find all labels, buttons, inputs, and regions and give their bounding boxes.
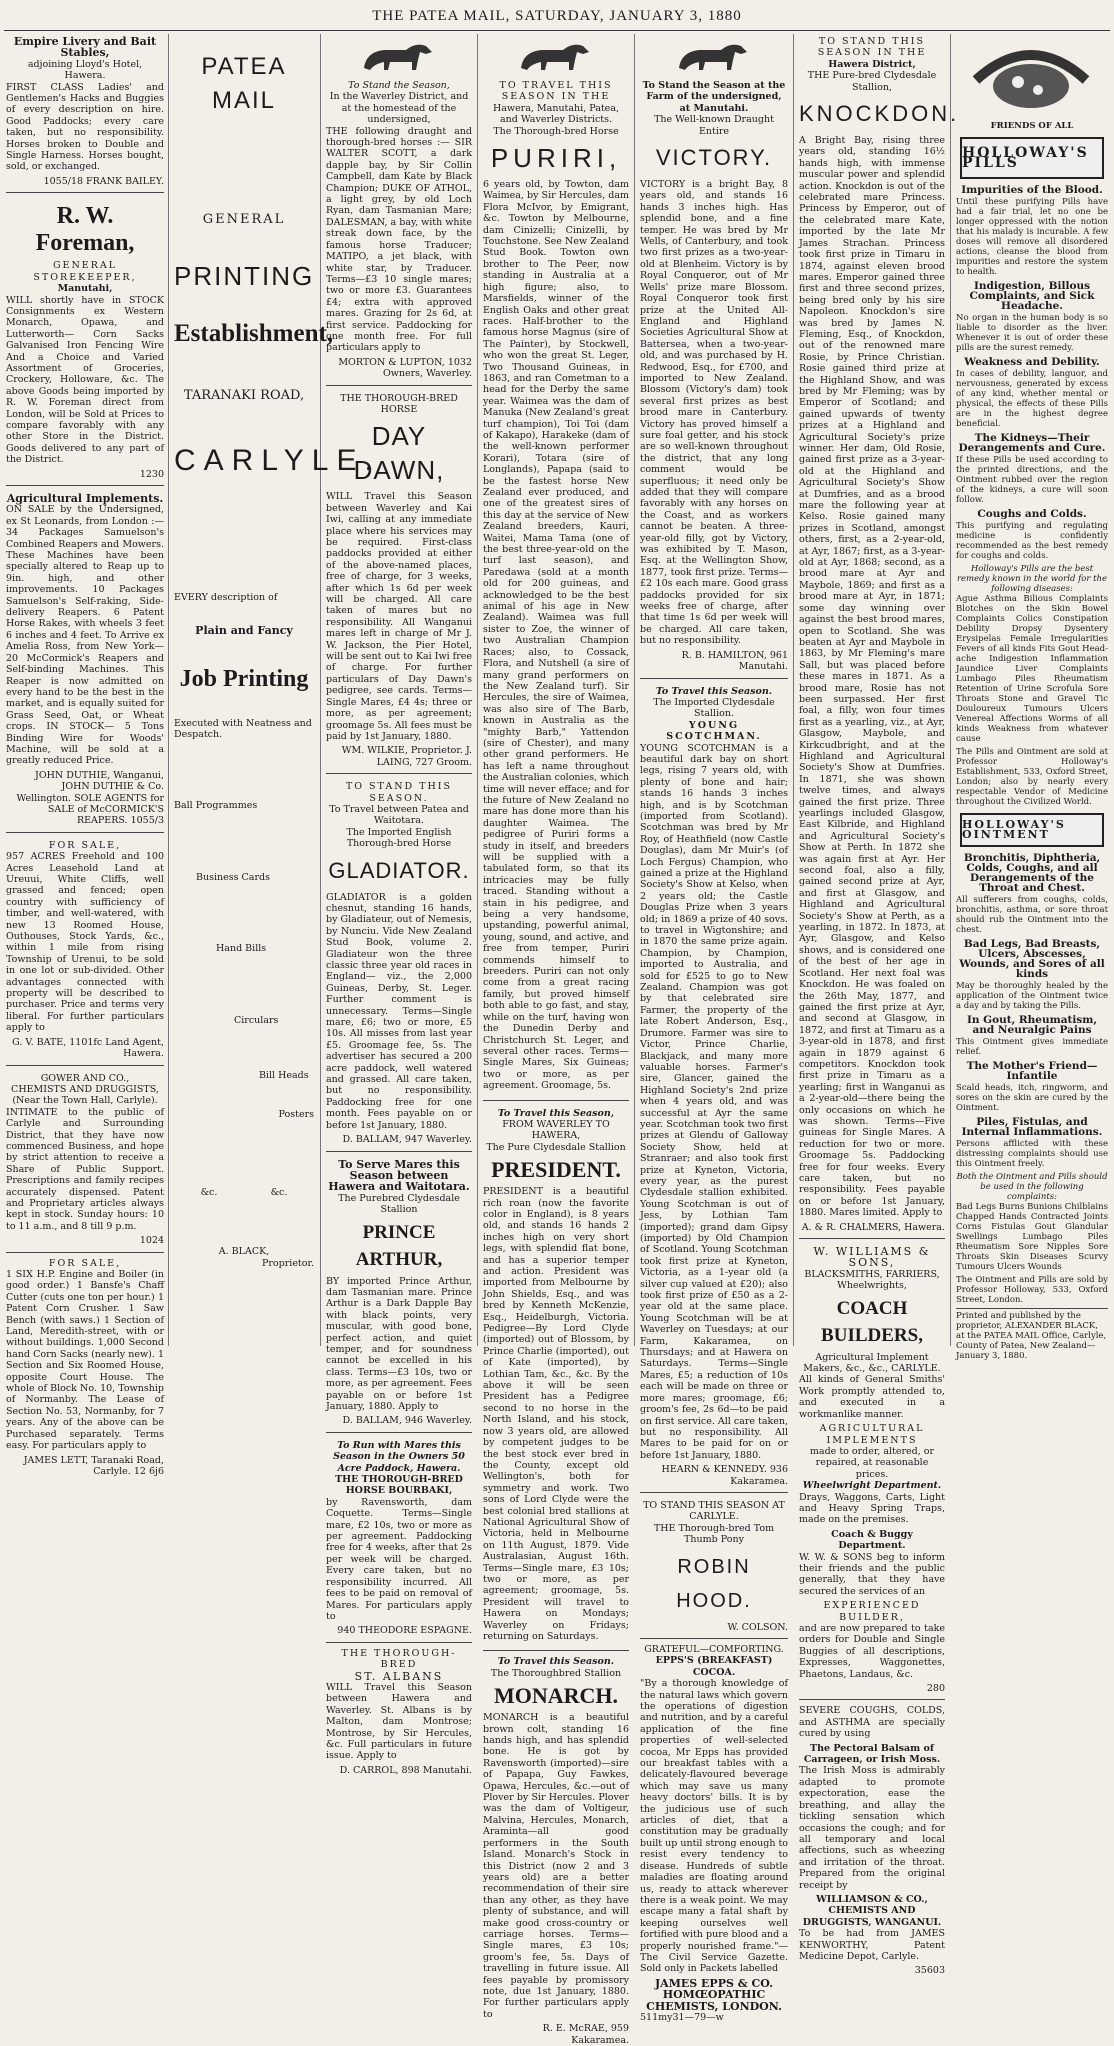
bourbaki-ad <box>326 1438 472 1643</box>
williams-coach: Coach & Buggy Department. <box>831 1528 913 1552</box>
column-6 <box>799 34 960 1977</box>
holloway-b10: Scald heads, itch, ringworm, and sores on the skin are cured by the Ointment. <box>956 1083 1108 1113</box>
cough-ad <box>799 1705 945 1976</box>
victory-sign: R. B. HAMILTON, 961 Manutahi. <box>681 649 788 673</box>
williams-coach-body: W. W. & SONS beg to inform their friends and the public generally, that they have secured the services of an <box>799 1551 945 1597</box>
holloway-b2: No organ in the human body is so liable to disorder as the liver. Whenever it is out of order these pills are the surest remedy. <box>956 313 1108 353</box>
cough-tail: To be had from JAMES KENWORTHY, Patent Medicine Depot, Carlyle. <box>799 1928 945 1962</box>
epps-title: EPPS'S (BREAKFAST) COCOA. <box>655 1655 773 1678</box>
gower-title: GOWER AND CO., <box>40 1072 130 1084</box>
holloway-list2: Bad Legs Burns Bunions Chilblains Chapped Hands Contracted Joints Corns Fistulas Gout Glandular Swellings Lumbago Piles Rheumatism Sore Nipples Sore Throats Skin Diseases Scurvy Tumours Ulcers Wounds <box>956 1202 1108 1272</box>
williams-wheelwright: Wheelwright Department. <box>802 1480 942 1492</box>
puriri-subtitle2: The Thorough-bred Horse <box>493 125 619 137</box>
holloway-b7: All sufferers from coughs, colds, bronchitis, asthma, or sore throat should rub the Ointment into the chest. <box>956 895 1108 935</box>
holloway-b4: If these Pills be used according to the printed directions, and the Ointment rubbed over the region of the kidneys, a cure will soon follow. <box>956 455 1108 505</box>
stalbans-ad <box>326 1648 472 1776</box>
bourbaki-sign: 940 THEODORE ESPAGNE. <box>337 1625 472 1637</box>
holloway-b9: This Ointment gives immediate relief. <box>956 1037 1108 1057</box>
sale-title: FOR SALE, <box>48 839 122 851</box>
puriri-subtitle: Hawera, Manutahi, Patea, and Waverley Districts. <box>492 102 619 126</box>
puriri-heading: TO TRAVEL THIS SEASON IN THE <box>499 80 613 103</box>
walter-heading: To Stand the Season, <box>348 80 450 91</box>
puriri-title: PURIRI, <box>490 143 622 174</box>
gower-address: (Near the Town Hall, Carlyle). <box>12 1095 158 1107</box>
arthur-heading: To Serve Mares this Season between Hawera and Waitotara. <box>328 1157 470 1194</box>
victory-heading: To Stand the Season at the Farm of the undersigned, at Manutahi. <box>642 80 786 114</box>
daydawn-ad <box>326 391 472 775</box>
printing-word: PRINTING <box>174 261 315 292</box>
president-subtitle2: The Pure Clydesdale Stallion <box>486 1141 626 1153</box>
gower-ad <box>6 1071 164 1253</box>
holloway-b3: In cases of debility, languor, and nervousness, generated by excess of any kind, whether mental or physical, the effects of these Pills are in the highest degree beneficial. <box>956 369 1108 429</box>
president-subtitle: FROM WAVERLEY TO HAWERA, <box>502 1118 610 1142</box>
gower-number: 1024 <box>139 1235 164 1247</box>
epps-sign: JAMES EPPS & CO. HOMŒOPATHIC CHEMISTS, LONDON. <box>646 1976 782 2013</box>
bourbaki-heading: To Run with Mares this Season in the Owners 50 Acre Paddock, Hawera. <box>333 1439 465 1474</box>
knockdon-body: A Bright Bay, rising three years old, standing 16½ hands high, with immense muscular power and splendid action. Knockdon is out of the celebrated mare Princess. Princess by Emperor, out of the celebrated mare Kate, imported by the late Mr James Strachan. Princess took first prize in Timaru in 1874, against eleven brood mares. Emperor gained three first and three second prizes, being bred only by his sire Napoleon. Knockdon's sire was bred by James N. Fleming, Esq., of Knockdon, out of the renowned mare Rosie, by Prince Christian. Rosie gained third prize at the Highland Show, and was bred by Mr Fleming; was by Emperor of Scotland; and gained upwards of twenty prizes at a Highland and Agricultural Society's prize winner. Her dam, Old Rosie, gained first prize as a 3-year-old at the Highland and Agricultural Society's Show at Dumfries, and as a brood mare the following year at Kelso. Rosie gained many prizes in Scotland, amongst others, first, as a 2-year-old, at Ayr, 1867; first, as a 3-year-old at Ayr, 1868; second, as a brood mare at Ayr and Maybole, 1869; and first as a brood mare at Ayr, in 1871; some day winning over against the best brood mares, open to Scotland. She was beaten at Ayr and Maybole in 1863, by Mr Fleming's mare Sall, but was placed before these mares in 1871. As a brood mare, Rosie has not been surpassed. Her first foal, a filly, won four times first as a yearling, viz., at Ayr, Glasgow, Maybole, and Kirkcudbright, and at the Highland and Agricultural Society's Show at Dumfries. In 1871, she was shown twelve times, and always gained the first prize. Three yearlings included Glasgow, East Kilbride, and Highland and Agricultural Society's Show at Perth. In 1872 she was again first at Ayr. Her second foal, also a filly, gained second prize at Ayr, and first at Glasgow, and Highland and Agricultural Society's Show at Perth, as a yearling, in 1872. In 1873, at Ayr, Glasgow, and Kelso shows, and is considered one of the best of her age in Scotland. Her next foal was Knockdon. He was foaled on the 26th May, 1877, and gained the first prize at Ayr, and second at Glasgow, in 1872, and first at Timaru as a 3-year-old in 1878, and first again in 1879 against 6 competitors. Knockdon took first prize in Timaru as a yearling; first in Wanganui as a 2-year-old—there being the only occasions on which he was shown. Terms—Five guineas for Single Mares. A reduction for two or more. Groomage 5s. Paddocking free for four weeks. Every care taken, but no responsibility. Fees payable on or before 1st January, 1880. Mares limited. Apply to <box>799 135 945 1219</box>
column-5 <box>640 34 788 2023</box>
masthead: THE PATEA MAIL, SATURDAY, JANUARY 3, 1880 <box>372 8 742 24</box>
cough-product: The Pectoral Balsam of Carrageen, or Irish Moss. <box>803 1742 941 1766</box>
robin-title: ROBIN HOOD. <box>676 1555 752 1612</box>
monarch-sign: R. E. McRAE, 959 Kakaramea. <box>542 2023 629 2046</box>
robin-heading: TO STAND THIS SEASON AT CARLYLE. <box>643 1499 785 1523</box>
walter-ad <box>326 34 472 386</box>
williams-builder: EXPERIENCED BUILDER, <box>823 1600 921 1623</box>
establishment-word: Establishment, <box>174 320 334 348</box>
stalbans-title: ST. ALBANS <box>354 1669 444 1683</box>
holloway-pills-banner: HOLLOWAY'S PILLS <box>960 137 1104 179</box>
puriri-ad <box>483 34 629 1101</box>
williams-wheelwright-body: Drays, Waggons, Carts, Light and Heavy Spring Traps, made on the premises. <box>799 1491 945 1526</box>
young-subtitle: The Imported Clydesdale Stallion. <box>653 696 775 720</box>
arthur-title: PRINCE ARTHUR, <box>355 1221 443 1270</box>
horse-icon <box>669 38 759 78</box>
gower-subtitle: CHEMISTS AND DRUGGISTS, <box>11 1083 159 1095</box>
sale-sign: G. V. BATE, 1101fc Land Agent, Hawera. <box>12 1036 164 1060</box>
bourbaki-body: by Ravensworth, dam Coquette. Terms—Single mare, £2 10s, two or more as per agreement. Paddocking free for 4 weeks, after that 2s per week will be charged. Every care taken, but no responsibility incurred. All fees to be paid on removal of Mares. For particulars apply to <box>326 1496 472 1622</box>
column-4 <box>483 34 629 2046</box>
livery-ad <box>6 34 164 193</box>
president-body: PRESIDENT is a beautiful rich roan (now the favorite color in England), is 8 years old, and stands 16 hands 2 inches high on very short legs, with splendid flat bone, and has a superior temper and action. President was imported from Melbourne by John Shields, Esq., and was bred by Kenneth McKenzie, Esq., Heidelburgh, Victoria. Pedigree—By Lord Clyde (imported) out of Blossom, by Prince Charlie (imported), out of Kate (imported), by Lothian Tam, &c., &c. By the above it will be seen President has a Pedigree second to no horse in the North Island, and his stock, now 3 years old, are allowed by competent judges to be the best stock ever bred in the County, except old Wellington's, both for symmetry and work. Two sons of Lord Clyde were the best colonial bred stallions at National Agricultural Show of Victoria, held in Melbourne on 11th August, 1879. Vide Australasian, August 16th. Terms—Single mare, £3 10s; two or more, as per agreement; groomage, 5s. President will travel to Hawera on Mondays; Waverley on Fridays; returning on Saturdays. <box>483 1186 629 1642</box>
holloway-h1: Impurities of the Blood. <box>961 184 1103 196</box>
holloway-h11: Piles, Fistulas, and Internal Inflammations. <box>961 1116 1103 1138</box>
williams-ad <box>799 1244 945 1700</box>
column-rule <box>168 34 169 1346</box>
holloway-h5: Coughs and Colds. <box>977 508 1087 520</box>
gladiator-heading: TO STAND THIS SEASON. <box>345 781 453 804</box>
column-3 <box>326 34 472 1776</box>
column-rule <box>634 34 635 1346</box>
sale-ad <box>6 838 164 1066</box>
williams-implements-body: made to order, altered, or repaired, at reasonable prices. <box>809 1445 935 1480</box>
daydawn-heading: THE THOROUGH-BRED HORSE <box>340 392 458 415</box>
bourbaki-title: THE THOROUGH-BRED HORSE BOURBAKI, <box>335 1474 463 1497</box>
printing-general: GENERAL <box>202 212 286 227</box>
holloway-list: Ague Asthma Bilious Complaints Blotches on the Skin Bowel Complaints Colics Constipation Debility Dropsy Dysentery Erysipelas Female Irregularities Fevers of all kinds Fits Gout Head-ache Indigestion Inflammation Jaundice Liver Complaints Lumbago Piles Rheumatism Retention of Urine Scrofula Sore Throats Stone and Gravel Tic Douloureux Tumours Ulcers Venereal Affections Worms of all kinds Weakness from whatever cause <box>956 594 1108 744</box>
holloway-h3: Weakness and Debility. <box>964 356 1100 368</box>
cough-body: The Irish Moss is admirably adapted to promote expectoration, ease the breathing, and allay the tickling sensation which occasions the cough; and for all temporary and local affections, such as wheezing and irritation of the throat. Prepared from the original receipt by <box>799 1765 945 1891</box>
taranaki-road: TARANAKI ROAD, <box>183 388 305 404</box>
monarch-body: MONARCH is a beautiful brown colt, standing 16 hands high, and has splendid bone. He is got by Ravensworth (imported)—sire of Papapa, Guy Fawkes, Opawa, Hercules, &c.—out of Plover by Sir Hercules. Plover was the dam of Voltigeur, Malvina, Hercules, Monarch, Araminta—all good performers in the South Island. Monarch's Stock in this District (now 2 and 3 years old) are a better recommendation of their sire than any other, as they have plenty of substance, and will make good cross-country or carriage horses. Terms—Single mares, £3 10s; groom's fee, 5s. Days of travelling in future issue. All fees payable by promissory note, due 1st January, 1880. For further particulars apply to <box>483 1712 629 2020</box>
item-bill-heads: Bill Heads <box>259 1070 309 1082</box>
arthur-subtitle: The Purebred Clydesdale Stallion <box>338 1192 460 1216</box>
livery-sign: 1055/18 FRANK BAILEY. <box>43 175 164 187</box>
foreman-role: GENERAL STOREKEEPER, <box>33 260 137 283</box>
holloway-badge: FRIENDS OF ALL <box>990 121 1074 131</box>
holloway-b12: The Ointment and Pills are sold by Professor Holloway, 533, Oxford Street, London. <box>956 1275 1108 1305</box>
holloway-h10: The Mother's Friend—Infantile <box>966 1060 1098 1082</box>
foreman-place: Manutahi, <box>57 283 113 295</box>
column-rule <box>950 34 951 1346</box>
gower-body: INTIMATE to the public of Carlyle and Surrounding District, that they have now commenced Business, and hope by strict attention to receive a Share of Public Support. Prescriptions and family recipes accurately dispensed. Patent and Proprietary articles always kept in stock. Sunday hours: 10 to 11 a.m., and 8 till 9 p.m. <box>6 1106 164 1232</box>
column-2 <box>174 34 381 1344</box>
column-rule <box>477 34 478 1346</box>
daydawn-title: DAY DAWN, <box>353 421 445 486</box>
president-ad <box>483 1106 629 1652</box>
livery-body: FIRST CLASS Ladies' and Gentlemen's Hacks and Buggies of every description on hire. Good Paddocks; every care taken, but no responsibility. Horses broken to Double and Single Harness. Horses bought, sold, or exchanged. <box>6 81 164 173</box>
livery-title: Empire Livery and Bait Stables, <box>13 35 157 60</box>
item-posters: Posters <box>278 1109 314 1121</box>
arthur-body: BY imported Prince Arthur, dam Tasmanian mare. Prince Arthur is a Dark Dapple Bay with black points, very muscular, with good bone, perfect action, and quiet temper, and for soundness cannot be excelled in his class. Terms—£3 10s, two or more, as per agreement. Fees payable on or before 1st January, 1880. Apply to <box>326 1275 472 1412</box>
walter-sign: MORTON & LUPTON, 1032 Owners, Waverley. <box>338 356 472 380</box>
agri-ad <box>6 491 164 833</box>
monarch-title: MONARCH. <box>493 1683 619 1709</box>
williams-subtitle2: Agricultural Implement Makers, &c., &c., CARLYLE. <box>803 1351 941 1375</box>
puriri-body: 6 years old, by Towton, dam Waimea, by Sir Hercules, dam Flora McIvor, by Emigrant, &c. Towton by Melbourne, dam Cinizelli; Cinizelli, by Touchstone. See New Zealand Stud Book. Towton own brother to The Peer, now standing in Australia at a high figure; also, to Marsfields, winner of the English Oaks and other great races. Half-brother to the famous horse Magnus (sire of The Painter), by Stockwell, who won the great St. Leger, Two Thousand Guineas, in 1863, and ran Cometman to a head for the Derby the same year. Waimea was the dam of Manuka (New Zealand's great turf champion), Toi Toi (dam of Kakapo), Harakeke (dam of the well-known performer Korari), Totara (sire of Longlands), Papapa (said to be the fastest horse New Zealand ever produced, and one of the greatest sires of this day at the service of New Zealand breeders, Kauri, Waitei, Mama Tama (one of the best three-year-old on the turf last season), and Paredawa (sold at a month old for 200 guineas, and acknowledged to be the best animal of his age in New Zealand). Waimea was full sister to Zoe, the winner of two Australian Champion Races; also, to Cossack, Flora, and Nutshell (a sire of many grand performers on the New Zealand turf). Sir Hercules, the sire of Waimea, was also sire of The Barb, known in Australia as the "mighty Barb," Yattendon (sire of Chester), and many other grand performers. He has left a name throughout the Australian colonies, which time will never efface; and for the future of New Zealand no mare has done more than his daughter Waimea. The pedigree of Puriri forms a study in itself, and breeders will be supplied with a tabulated form, so that its intricacies may be fully traced. Standing without a stain in his pedigree, and being a very handsome, upstanding, powerful animal, young, sound, and active, and free from temper, Puriri commends himself to breeders. Puriri can not only come from a great racing family, but proved himself both able to go fast, and stay, while on the turf, having won the Dunedin Derby and Christchurch St. Leger, and several other races. Terms—Single Mares, Six Guineas; two or more, as per agreement. Groomage, 5s. <box>483 179 629 1092</box>
arthur-ad <box>326 1157 472 1433</box>
sale2-title: FOR SALE, <box>48 1257 122 1269</box>
young-ad <box>640 684 788 1493</box>
printing-role: Proprietor. <box>262 1257 314 1269</box>
holloway-b11: Persons afflicted with these distressing complaints should use this Ointment freely. <box>956 1139 1108 1169</box>
holloway-h4: The Kidneys—Their Derangements and Cure. <box>958 432 1106 454</box>
holloway-list-heading: Holloway's Pills are the best remedy known in the world for the following diseases: <box>956 564 1108 594</box>
masthead-rule <box>4 30 1110 31</box>
carlyle-word: CARLYLE. <box>174 443 381 477</box>
sale2-ad <box>6 1258 164 1478</box>
column-1 <box>6 34 164 1477</box>
epps-body: "By a thorough knowledge of the natural laws which govern the operations of digestion and nutrition, and by a careful application of the fine properties of well-selected cocoa, Mr Epps has provided our breakfast tables with a delicately-flavoured beverage which may save us many heavy doctors' bills. It is by the judicious use of such articles of diet, that a constitution may be gradually built up until strong enough to resist every tendency to disease. Hundreds of subtle maladies are floating around us, ready to attack wherever there is a weak point. We may escape many a fatal shaft by keeping ourselves well fortified with pure blood and a properly nourished frame."—The Civil Service Gazette. Sold only in Packets labelled <box>640 1678 788 1975</box>
item-ball-programmes: Ball Programmes <box>174 800 258 812</box>
printing-title: PATEA MAIL <box>201 53 287 114</box>
livery-subtitle: adjoining Lloyd's Hotel, Hawera. <box>27 58 143 82</box>
monarch-subtitle: The Thoroughbred Stallion <box>490 1667 622 1679</box>
column-rule <box>320 34 321 1346</box>
monarch-ad <box>483 1656 629 2046</box>
stalbans-sign: D. CARROL, 898 Manutahi. <box>339 1764 472 1776</box>
monarch-heading: To Travel this Season. <box>497 1656 615 1668</box>
cough-sign: WILLIAMSON & CO., CHEMISTS AND DRUGGISTS, WANGANUI. <box>802 1893 942 1928</box>
epps-ad <box>640 1644 788 2023</box>
epps-number: 511my31—79—w <box>640 2011 724 2023</box>
arthur-sign: D. BALLAM, 946 Waverley. <box>342 1415 472 1427</box>
president-heading: To Travel this Season, <box>497 1107 615 1119</box>
holloway-h7: Bronchitis, Diphtheria, Colds, Coughs, and all Derangements of the Throat and Chest. <box>963 852 1101 894</box>
williams-implements: AGRICULTURAL IMPLEMENTS <box>819 1423 925 1446</box>
foreman-ad <box>6 198 164 486</box>
knockdon-heading: TO STAND THIS SEASON IN THE <box>817 36 927 59</box>
every-description: EVERY description of <box>174 591 278 603</box>
item-circulars: Circulars <box>234 1014 279 1026</box>
victory-body: VICTORY is a bright Bay, 8 years old, and stands 16 hands 3 inches high. Has splendid bone, and a fine temper. He was bred by Mr Wells, of Canterbury, and took two first prizes as a two-year-old at Blenheim. Victory is by Royal Conqueror, out of Mr Wells' prize mare Blossom. Royal Conqueror took first prize at the United All-England and Highland Societies Agricultural Show at Battersea, when a two-year-old, and was purchased by H. Redwood, Esq., for £700, and imported to New Zealand. Blossom (Victory's dam) took several first prizes as best brood mare in Canterbury. Victory has proved himself a sure foal getter, and his stock are so well-known throughout the district, that any long comment would be superfluous; it need only be added that they will compare favorably with any horses on the Coast, and as workers cannot be beaten. A three-year-old filly, got by Victory, was exhibited by T. Mason, Esq. at the Wellington Show, 1877, took first prize. Terms—£2 10s each mare. Good grass paddocks provided for six weeks free of charge, after that time 1s 6d per week will be charged. All care taken, but no responsibility. <box>640 179 788 647</box>
stalbans-body: WILL Travel this Season between Hawera and Waverley. St. Albans is by Malton, dam Montrose; Montrose, by Sir Hercules, &c. Full particulars in future issue. Apply to <box>326 1681 472 1762</box>
young-body: YOUNG SCOTCHMAN is a beautiful dark bay on short legs, rising 7 years old, with plenty of bone and hair; stands 16 hands 3 inches high, and is by Scotchman (imported from Scotland). Scotchman was bred by Mr Roy, of Heathfield (now Castle Douglas), dam Mr Muir's (of Loch Fergus) Champion, who gained a prize at the Highland Society's Show at Kelso, when 2 years old; the Castle Douglas Prize when 3 years old; in 1869 a prize of 40 sovs. to travel in Wigtonshire; and in 1870 the same prize again. Champion, by Champion, imported to Australia, and sold for £525 to go to New Zealand. Champion was got by that celebrated sire Farmer, the property of the late Robert Anderson, Esq., Drumore. Farmer was sire to Victor, Prince Charlie, Blackjack, and many more valuable horses. Farmer's sire, Glancer, gained the Highland Society's 2nd prize when 4 years old, and was successful at Ayr the same year. Scotchman took two first prizes at Glendu of Galloway Society Show, held at Stranraer; and also took first prize at Kyneton, Victoria, every year, as the purest Clydesdale stallion exhibited. Young Scotchman is out of Jess, by Lothian Tam (imported); grand dam Gipsy (imported) by Old Champion of Scotland. Young Scotchman took first prize at Kyneton, Victoria, as a 1-year old (a silver cup valued at £20); also took first prize of £50 as a 2-year old at the same place. Young Scotchman will be at Waverley on Tuesdays; at our Farm, Kakaramea, on Thursdays; and at Hawera on Saturdays. Terms—Single Mares, £5; a reduction of 10s each will be made on three or more mares; groomage, £6; groom's fee, 2s 6d—to be paid on first service. All care taken, but no responsibility. All Mares to be paid for on or before 1st January, 1880. <box>640 742 788 1461</box>
item-business-cards: Business Cards <box>196 871 270 883</box>
knockdon-subtitle2: THE Pure-bred Clydesdale Stallion, <box>807 70 937 93</box>
gladiator-subtitle2: The Imported English Thorough-bred Horse <box>346 826 452 850</box>
holloway-b6: The Pills and Ointment are sold at Professor Holloway's Establishment, 533, Oxford Street, London; also by nearly every respectable Vendor of Medicine throughout the Civilized World. <box>956 747 1108 807</box>
robin-ad <box>640 1498 788 1639</box>
williams-big: COACH BUILDERS, <box>821 1297 923 1346</box>
williams-name: W. WILLIAMS & SONS, <box>813 1245 931 1270</box>
holloway-h2: Indigestion, Billous Complaints, and Sick Headache. <box>969 280 1095 312</box>
stalbans-heading: THE THOROUGH-BRED <box>341 1647 457 1671</box>
young-title: YOUNG SCOTCHMAN. <box>666 719 762 743</box>
gladiator-subtitle: To Travel between Patea and Waitotara. <box>329 803 469 827</box>
holloway-h8: Bad Legs, Bad Breasts, Ulcers, Abscesses, Wounds, and Sores of all kinds <box>959 938 1105 980</box>
daydawn-sign: WM. WILKIE, Proprietor. J. LAING, 727 Groom. <box>341 745 472 768</box>
knockdon-title: KNOCKDON. <box>799 101 960 127</box>
horse-icon <box>354 38 444 78</box>
item-etc: &c. <box>270 1186 288 1198</box>
sale-body: 957 ACRES Freehold and 100 Acres Leasehold Land at Ureuui, White Cliffs, well grassed and fenced; open country with sufficiency of timber, and well-watered, with new 13 Roomed House, Outhouses, Stock Yards, &c., within 1 mile from rising Township of Urenui, to be sold in one lot or sub-divided. Other advantages connected with property will be described to purchaser. Price and terms very liberal. For further particulars apply to <box>6 851 164 1034</box>
executed-line: Executed with Neatness and Despatch. <box>174 717 312 741</box>
cough-title: SEVERE COUGHS, COLDS, and ASTHMA are specially cured by using <box>799 1705 945 1740</box>
holloway-crest-icon <box>956 34 1106 118</box>
gladiator-ad <box>326 779 472 1151</box>
job-printing: Job Printing <box>179 665 309 692</box>
walter-subtitle: In the Waverley District, and at the homestead of the undersigned, <box>329 91 469 126</box>
holloway-ointment-banner: HOLLOWAY'S OINTMENT <box>960 813 1104 847</box>
walter-body: THE following draught and thorough-bred horses :— SIR WALTER SCOTT, a dark dapple bay, by Sir Collin Campbell, dam Kate by Black Champion; DUKE OF ATHOL, a light grey, by old Loch Ryan, dam Tasmanian Mare; DALESMAN, a bay, with white streak down face, by the famous horse Traducer; MATIPO, a jet black, with white star, by Traducer. Terms—£3 10 single mares; two or more £3. Guarantees £4; extra with approved mares. Grazing for 2s 6d, at first service. Paddocking for one month free. For full particulars apply to <box>326 125 472 354</box>
williams-number: 280 <box>926 1683 945 1695</box>
holloway-h9: In Gout, Rheumatism, and Neuralgic Pains <box>966 1014 1098 1036</box>
robin-sign: W. COLSON. <box>727 1621 788 1633</box>
column-rule <box>793 34 794 1346</box>
holloway-b5: This purifying and regulating medicine is confidently recommended as the best remedy for coughs and colds. <box>956 521 1108 561</box>
president-title: PRESIDENT. <box>491 1157 621 1183</box>
holloway-list2-heading: Both the Ointment and Pills should be used in the following complaints: <box>956 1172 1108 1202</box>
agri-title: Agricultural Implements. <box>6 492 164 505</box>
sale2-body: 1 SIX H.P. Engine and Boiler (in good order.) 1 Bansfe's Chaff Cutter (cuts one ton per hour.) 1 Patent Corn Crusher. 1 Saw Bench (with saws.) 1 Section of Land, Meredith-street, with or without buildings. 1,000 Second hand Corn Sacks (nearly new). 1 Section and Six Roomed House, opposite Court House. The whole of Block No. 10, Township of Normanby. The Lease of Section No. 53, Normanby, for 7 years. Any of the above can be Purchased separately. Terms easy. For particulars apply to <box>6 1269 164 1452</box>
daydawn-body: WILL Travel this Season between Waverley and Kai Iwi, calling at any immediate place where his services may be required. First-class paddocks provided at either of the above-named places, free of charge, for 3 weeks, after which 1s 6d per week will be charged. All care taken of mares but no responsibility. All Wanganui mares left in charge of Mr J. W. Jackson, the Pier Hotel, will be sent out to Kai Iwi free of charge. For further particulars of Day Dawn's pedigree, see cards. Terms—Single Mares, £4 4s; three or more, as per agreement; groomage 5s. All fees must be paid by 1st January, 1880. <box>326 491 472 742</box>
knockdon-subtitle: Hawera District, <box>828 58 916 70</box>
imprint: Printed and published by the proprietor, ALEXANDER BLACK, at the PATEA MAIL Office, Carlyle, County of Patea, New Zealand—January 3, 1880. <box>956 1308 1108 1361</box>
column-7 <box>956 34 1108 1361</box>
foreman-body: WILL shortly have in STOCK Consignments ex Western Monarch, Opawa, and Lutterworth— Corn Sacks Galvanised Iron Fencing Wire And a Choice and Varied Assortment of Groceries, Crockery, Holloware, &c. The above Goods being imported by R. W. Foreman direct from London, will be Sold at Prices to compare favorably with any other Store in the District. Goods delivered to any part of the District. <box>6 294 164 466</box>
item-etc: &c. <box>200 1186 218 1198</box>
gladiator-body: GLADIATOR is a golden chesnut, standing 16 hands, by Gladiateur, out of Nemesis, by Nunciu. Vide New Zealand Stud Book, volume 2. Gladiateur won the three classic three year old races in England— viz., the 2,000 Guineas, Derby, St. Leger. Further comment is unnecessary. Terms—Single mare, £6; two or more, £5 10s. All misses from last year £5. Groomage fee, 5s. The advertiser has secured a 200 acre paddock, well watered and grassed. All care taken, but no responsibility. Paddocking free for one month. Fees payable on or before 1st January, 1880. <box>326 891 472 1131</box>
agri-body: ON SALE by the Undersigned, ex St Leonards, from London :— 34 Packages Samuelson's Combined Reapers and Mowers. These Machines have been specially altered to Reap up to 9in. high, and other improvements. 10 Packages Samuelson's Self-raking, Side-delivery Reapers. 6 Patent Horse Rakes, with wheels 3 feet 6 inches and 4 feet. To Arrive ex Amelia Ross, from New York— 20 McCormick's Reapers and Self-binding Machines. This Reaper is now admitted on every hand to be the best in the market, and is equally suited for Grass Seed, Oat, or Wheat crops. IN STOCK— 5 Tons Binding Wire for Woods' Machine, will be sold at a greatly reduced Price. <box>6 504 164 767</box>
item-hand-bills: Hand Bills <box>216 943 267 955</box>
williams-builder-body: and are now prepared to take orders for Double and Single Buggies of all descriptions, Expresses, Waggonettes, Phaetons, Landaus, &c. <box>799 1623 945 1680</box>
young-sign: HEARN & KENNEDY. 936 Kakaramea. <box>661 1464 788 1487</box>
foreman-number: 1230 <box>139 468 164 480</box>
gladiator-title: GLADIATOR. <box>328 857 470 883</box>
agri-sign: JOHN DUTHIE, Wanganui, JOHN DUTHIE & Co. Wellington. SOLE AGENTS for SALE of McCORMICK'S REAPERS. 1055/3 <box>16 769 164 827</box>
epps-heading: GRATEFUL—COMFORTING. <box>644 1643 784 1655</box>
holloway-b8: May be thoroughly healed by the application of the Ointment twice a day and by taking the Pills. <box>956 981 1108 1011</box>
williams-subtitle: BLACKSMITHS, FARRIERS, Wheelwrights, <box>804 1268 940 1292</box>
sale2-sign: JAMES LETT, Taranaki Road, Carlyle. 12 6j6 <box>23 1454 164 1477</box>
knockdon-sign: A. & R. CHALMERS, Hawera. <box>801 1221 945 1233</box>
plain-fancy: Plain and Fancy <box>195 624 293 638</box>
holloway-b1: Until these purifying Pills have had a fair trial, let no one be longer oppressed with the notion that his malady is incurable. A few doses will remove all disordered actions, cleanse the blood from impurities and restore the system to health. <box>956 197 1108 277</box>
horse-icon <box>511 38 601 78</box>
knockdon-ad <box>799 34 960 1239</box>
young-heading: To Travel this Season. <box>655 685 773 697</box>
robin-subtitle: THE Thorough-bred Tom Thumb Pony <box>653 1522 775 1546</box>
cough-number: 35603 <box>914 1965 945 1977</box>
victory-subtitle: The Well-known Draught Entire <box>654 114 774 137</box>
foreman-name: R. W. Foreman, <box>35 203 135 257</box>
victory-title: VICTORY. <box>655 145 773 171</box>
williams-body: All kinds of General Smiths' Work promptly attended to, and executed in a workmanlike manner. <box>799 1374 945 1420</box>
printing-sign: A. BLACK, <box>218 1246 270 1258</box>
gladiator-sign: D. BALLAM, 947 Waverley. <box>342 1134 472 1146</box>
victory-ad <box>640 34 788 679</box>
